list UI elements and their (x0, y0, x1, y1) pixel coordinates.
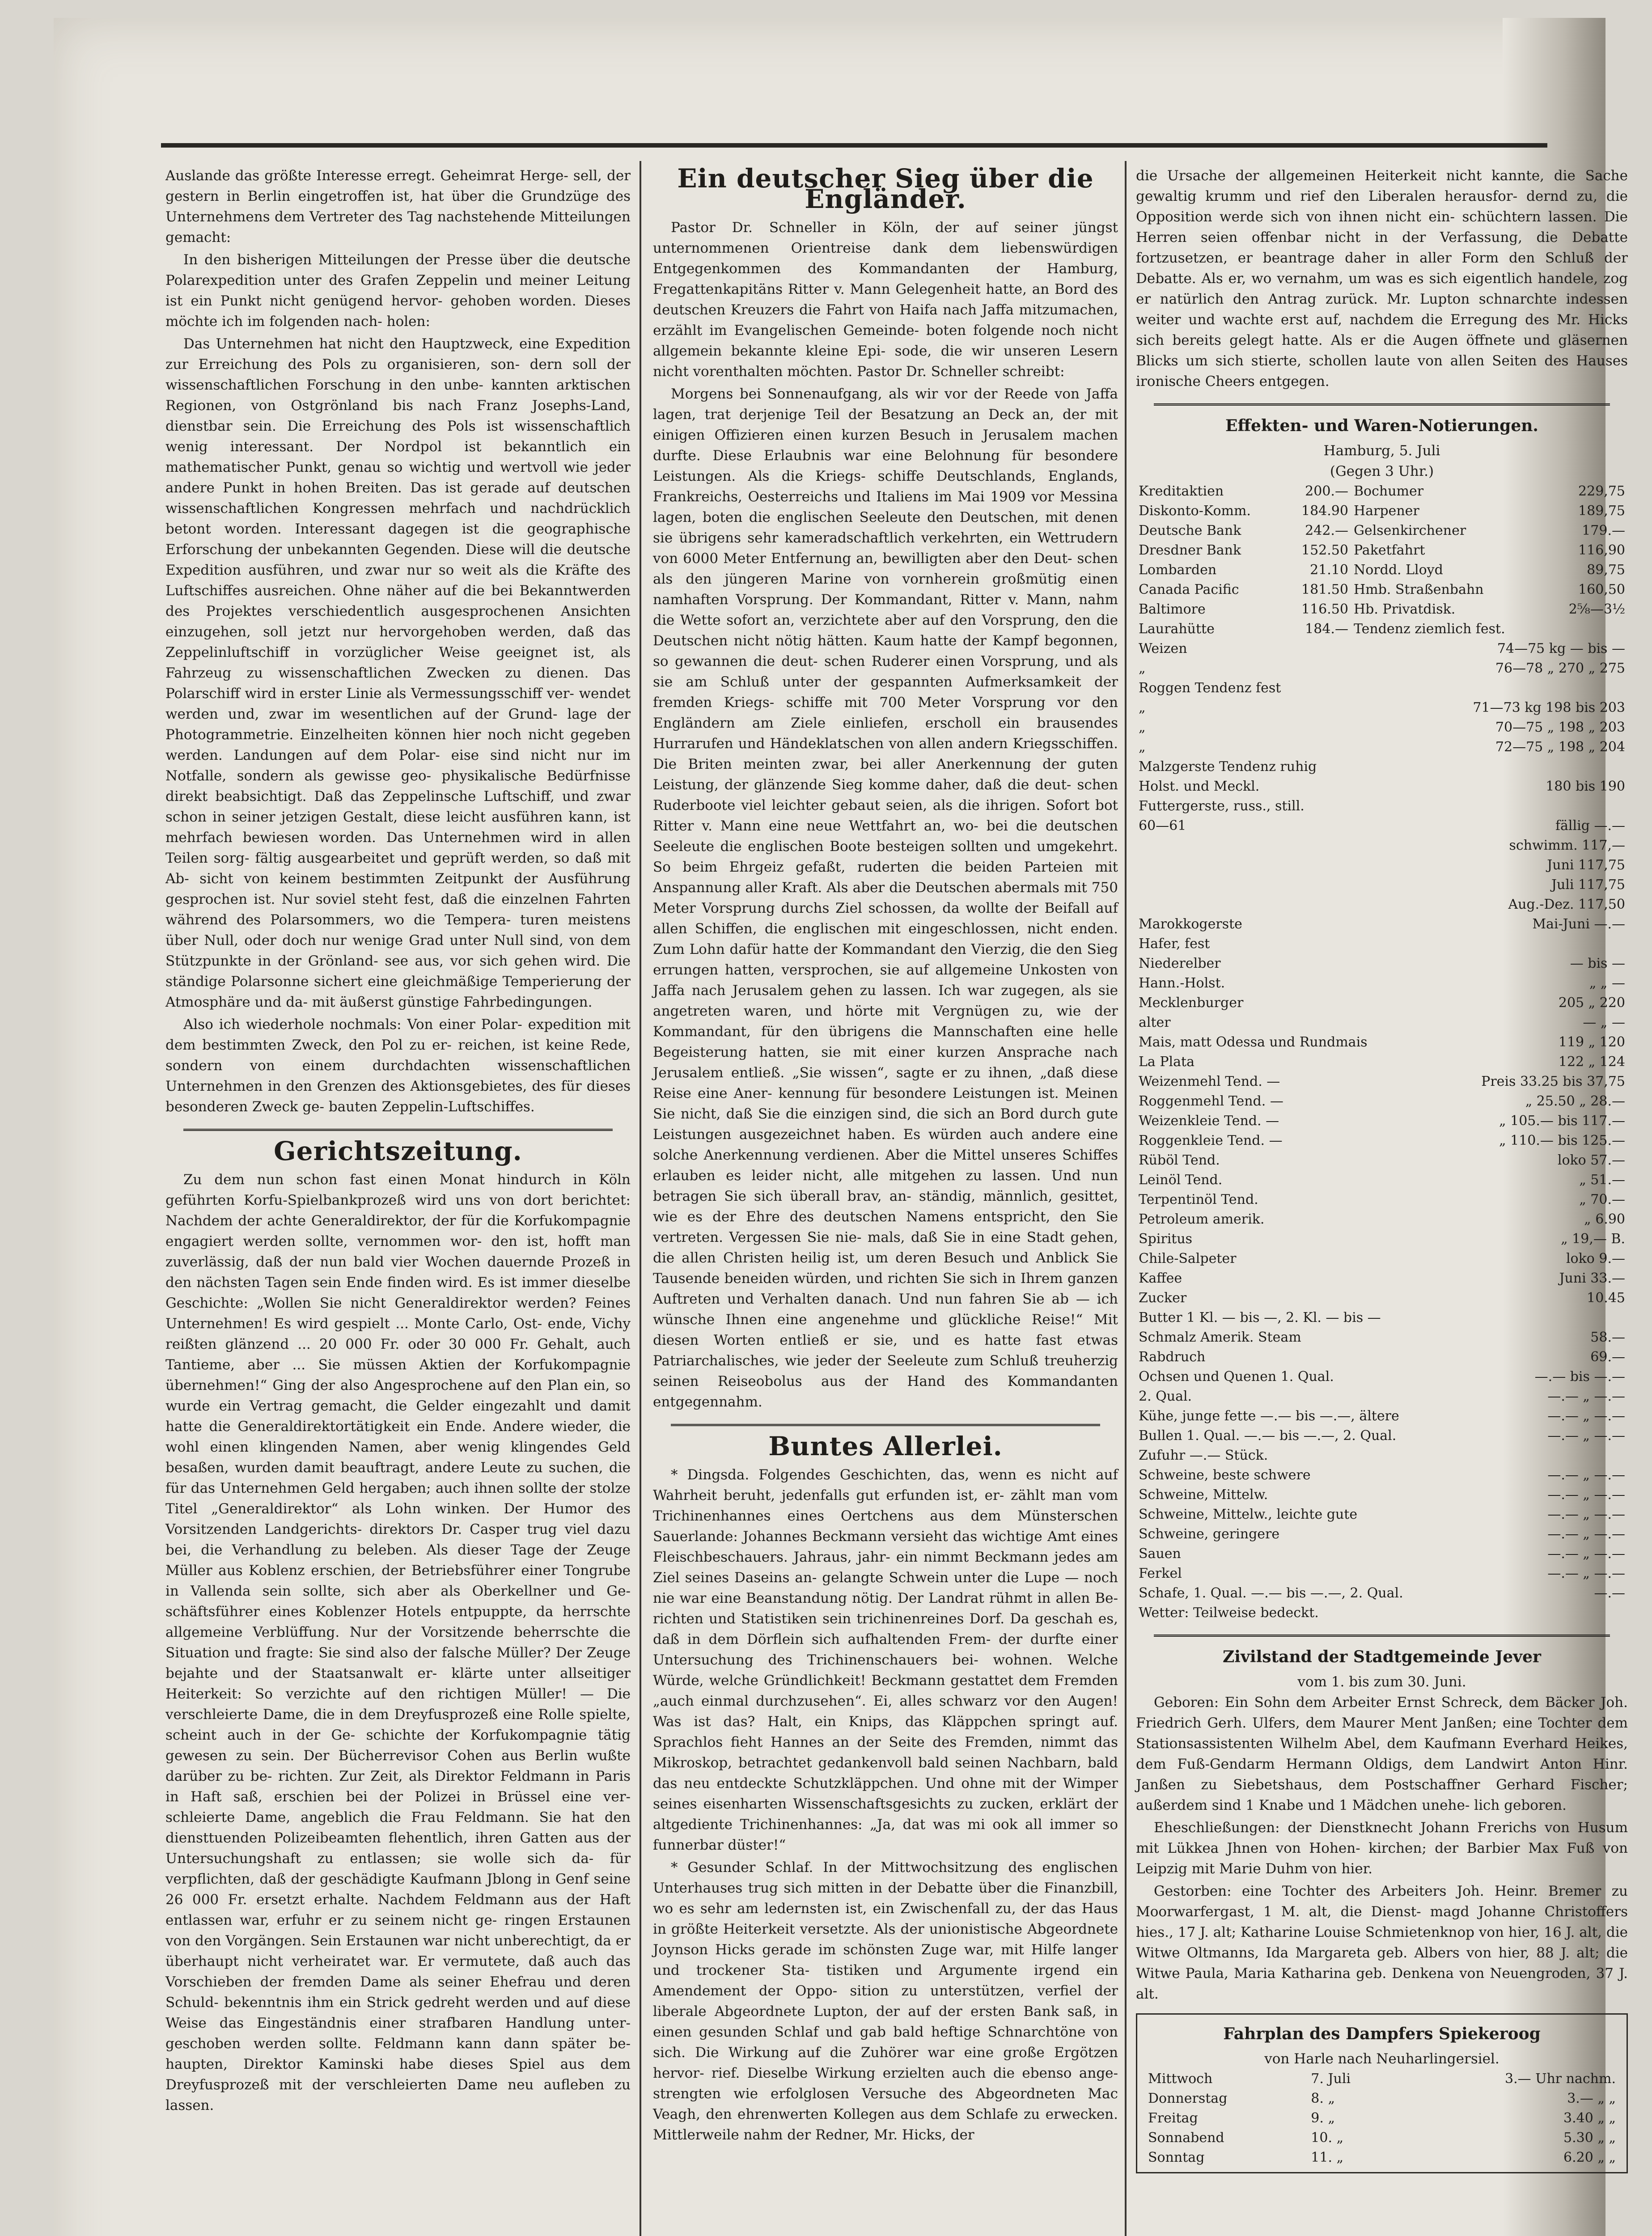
table-row (1136, 1170, 1628, 1190)
table-cell: Baltimore (1139, 601, 1206, 617)
table-cell: Rabdruch (1139, 1349, 1206, 1365)
table-row (1136, 1505, 1628, 1525)
table-row (1136, 541, 1628, 560)
table-cell: 189,75 (1578, 503, 1625, 519)
table-cell: Zufuhr —.— Stück. (1139, 1448, 1268, 1463)
table-cell (1446, 1603, 1628, 1623)
table-row (1136, 836, 1628, 855)
table-cell: Bochumer (1353, 483, 1424, 499)
table-row (1136, 1465, 1628, 1485)
section-title-gerichtszeitung: Gerichtszeitung. (274, 1136, 522, 1166)
table-cell: 3.— Uhr nachm. (1505, 2071, 1616, 2087)
table-row (1136, 1308, 1628, 1328)
effekten-time: (Gegen 3 Uhr.) (1330, 463, 1434, 479)
table-cell: —.— „ —.— (1547, 1507, 1625, 1522)
table-row (1136, 1328, 1628, 1347)
effekten-table (1136, 482, 1628, 639)
table-row (1136, 619, 1628, 639)
table-row (1136, 1072, 1628, 1092)
table-cell: Roggenmehl Tend. — (1139, 1093, 1283, 1109)
table-cell (1446, 796, 1628, 816)
table-cell: Schweine, Mittelw. (1139, 1487, 1268, 1503)
article-paragraph: Auslande das größte Interesse erregt. Geheimrat Herge- sell, der gestern in Berlin eingetroffen ist, hat über die Grundzüge des Unternehmens dem Vertreter des Tag nachstehende Mitteilungen gemacht: (165, 168, 631, 246)
table-cell: Juni 117,75 (1547, 857, 1625, 873)
table-cell (1446, 934, 1628, 954)
table-cell: „ 19,— B. (1561, 1231, 1625, 1247)
table-cell: 71—73 kg 198 bis 203 (1473, 700, 1625, 716)
table-cell: 184.90 (1301, 503, 1348, 519)
article-paragraph: * Dingsda. Folgendes Geschichten, das, wenn es nicht auf Wahrheit beruht, jedenfalls gut erfunden ist, er- zählt man vom Trichinenhannes eines Oertchens aus dem Münsterschen Sauerlande: Johannes Beckmann versieht das wichtige Amt eines Fleischbeschauers. Jahraus, jahr- ein nimmt Beckmann jedes am Ziel seines Daseins an- gelangte Schwein unter die Lupe — noch nie war eine Beanstandung nötig. Der Landrat rühmt in allen Be- richten und Statistiken sein trichinenreines Dorf. Da geschah es, daß in dem Dörflein sich aufhaltenden Frem- der durfte einer Untersuchung des Trichinenschauers bei- wohnen. Welche Würde, welche Gründlichkeit! Beckmann gestattet dem Fremden „auch einmal durchzusehen“. Ei, alles schwarz vor den Augen! Was ist das? Halt, ein Knips, das Kläppchen springt auf. Sprachlos fieht Hannes an der Seite des Fremden, nimmt das Mikroskop, betrachtet gedankenvoll bald seinen Nachbarn, bald das neu entdeckte Schutzkläppchen. Und ohne mit der Wimper seines eisenharten Wissenschaftsgesichts zu zucken, erklärt der altgediente Trichinenhannes: „Ja, dat was mi ook all immer so funnerbar düster!“ (653, 1467, 1118, 1853)
table-cell: Niederelber (1139, 956, 1221, 971)
table-cell: „ „ — (1589, 975, 1625, 991)
fahrplan-table (1145, 2069, 1618, 2168)
article-paragraph: Das Unternehmen hat nicht den Hauptzweck, eine Expedition zur Erreichung des Pols zu organisieren, son- dern soll der wissenschaftlichen Forschung in den unbe- kannten arktischen Regionen, von Ostgrönland bis nach Franz Josephs-Land, dienstbar sein. Die Erreichung des Pols ist wissenschaftlich wenig interessant. Der Nordpol ist bekanntlich ein mathematischer Punkt, genau so wichtig und wertvoll wie jeder andere Punkt in hohen Breiten. Das ist gerade auf deutschen wissenschaftlichen Kongressen mehrfach und nachdrücklich betont worden. Interessant dagegen ist die geographische Erforschung der unbekannten Gegenden. Diese will die deutsche Expedition ausführen, und zwar nur so weit als die Kräfte des Luftschiffes ausreichen. Ohne näher auf die bei Bekanntwerden des Projektes verschiedentlich ausgesprochenen Ansichten einzugehen, soll jetzt nur hervorgehoben werden, daß das Zeppelinluftschiff in vorzüglicher Weise geeignet ist, als Fahrzeug zu wissenschaftlichen Zwecken zu dienen. Das Polarschiff wird in erster Linie als Vermessungsschiff ver- wendet werden und, zwar im wesentlichen auf der Grund- lage der Photogrammetrie. Einzelheiten können hier noch nicht gegeben werden. Landungen auf dem Polar- eise sind nicht nur im Notfalle, sondern als gewisse geo- physikalische Bedürfnisse direkt beabsichtigt. Daß das Zeppelinsche Luftschiff, und zwar schon in seiner jetzigen Gestalt, diese leicht ausführen kann, ist mehrfach bewiesen worden. Das Unternehmen wird in allen Teilen sorg- fältig ausgearbeitet und geprüft werden, so daß mit Ab- sicht von keinem bestimmten Zeitpunkt der Ausführung gesprochen ist. Nur soviel steht fest, daß die einzelnen Fahrten während des Polarsommers, wo die Tempera- turen meistens über Null, oder doch nur wenige Grad unter Null sind, von dem Stützpunkte in der Grönland- see aus, vor sich gehen wird. Die ständige Polarsonne sichert eine gleichmäßige Temperierung der Atmosphäre und da- mit äußerst günstige Fahrbedingungen. (165, 336, 631, 1010)
table-row (1136, 1367, 1628, 1387)
table-cell: 2. Qual. (1139, 1389, 1192, 1404)
table-row (1136, 1190, 1628, 1210)
table-cell: —.— „ —.— (1547, 1566, 1625, 1581)
table-row (1136, 639, 1628, 659)
table-cell (1136, 875, 1446, 895)
table-cell: loko 9.— (1566, 1251, 1625, 1266)
table-cell: 116.50 (1301, 601, 1348, 617)
table-cell: „ 110.— bis 125.— (1499, 1133, 1625, 1148)
fahrplan-box (1136, 2013, 1628, 2173)
table-cell: 160,50 (1578, 582, 1625, 597)
table-row (1136, 718, 1628, 737)
table-cell: Donnerstag (1148, 2091, 1228, 2106)
table-cell: —.— (1594, 1585, 1625, 1601)
table-cell: Gelsenkirchener (1353, 523, 1466, 538)
table-cell: 69.— (1590, 1349, 1625, 1365)
table-cell: Marokkogerste (1139, 916, 1242, 932)
table-row (1136, 501, 1628, 521)
table-cell: Leinöl Tend. (1139, 1172, 1223, 1188)
table-cell (1446, 1446, 1628, 1465)
table-cell: 70—75 „ 198 „ 203 (1495, 720, 1625, 735)
table-cell: Weizenmehl Tend. — (1139, 1074, 1280, 1089)
table-cell: Butter 1 Kl. — bis —, 2. Kl. — bis — (1139, 1310, 1381, 1326)
table-cell: Malzgerste Tendenz ruhig (1139, 759, 1317, 775)
table-row (1145, 2089, 1618, 2109)
table-row (1136, 855, 1628, 875)
table-cell (1446, 1308, 1628, 1328)
table-row (1136, 757, 1628, 777)
table-row (1136, 1564, 1628, 1584)
fahrplan-route: von Harle nach Neuharlingersiel. (1264, 2051, 1500, 2067)
table-cell: loko 57.— (1557, 1152, 1625, 1168)
table-cell: Sonnabend (1148, 2130, 1224, 2146)
table-row (1136, 1092, 1628, 1111)
table-cell: Rüböl Tend. (1139, 1152, 1220, 1168)
table-cell: Hb. Privatdisk. (1353, 601, 1456, 617)
table-cell: Diskonto-Komm. (1139, 503, 1251, 519)
table-row (1136, 600, 1628, 619)
table-cell: 179.— (1582, 523, 1625, 538)
table-row (1136, 678, 1628, 698)
table-cell: Chile-Salpeter (1139, 1251, 1237, 1266)
table-row (1136, 1052, 1628, 1072)
table-cell: 229,75 (1578, 483, 1625, 499)
table-cell: Weizenkleie Tend. — (1139, 1113, 1279, 1129)
table-cell (1446, 757, 1628, 777)
table-row (1136, 482, 1628, 501)
table-row (1136, 1013, 1628, 1033)
article-paragraph: die Ursache der allgemeinen Heiterkeit nicht kannte, die Sache gewaltig krumm und rief den Liberalen herausfor- dernd zu, die Opposition werde sich von ihnen nicht ein- schüchtern lassen. Die Herren seien offenbar nicht in der Verfassung, die Debatte fortzusetzen, er beantrage daher in aller Form den Schluß der Debatte. Als er, wo vernahm, um was es sich eigentlich handele, zog er natürlich den Antrag zurück. Mr. Lupton schnarchte indessen weiter und wachte erst auf, nachdem die Erregung des Mr. Hicks sich bereits gelegt hatte. Als er die Augen öffnete und gläsernen Blicks um sich stierte, schollen laute von allen Seiten des Hauses ironische Cheers entgegen. (1136, 168, 1628, 390)
table-row (1136, 816, 1628, 836)
table-row (1136, 737, 1628, 757)
table-row (1136, 1131, 1628, 1151)
table-cell: 122 „ 124 (1558, 1054, 1625, 1070)
table-cell: Schweine, geringere (1139, 1526, 1280, 1542)
table-cell: Tendenz ziemlich fest. (1353, 621, 1505, 637)
table-cell: Harpener (1353, 503, 1419, 519)
table-cell: 8. „ (1311, 2091, 1335, 2106)
table-row (1136, 1387, 1628, 1406)
section-divider (1154, 1635, 1610, 1637)
table-cell: Zucker (1139, 1290, 1187, 1306)
table-row (1136, 659, 1628, 678)
table-cell: Sauen (1139, 1546, 1181, 1562)
table-cell: 3.— „ „ (1567, 2091, 1616, 2106)
table-cell: „ 25.50 „ 28.— (1525, 1093, 1625, 1109)
table-cell: Hann.-Holst. (1139, 975, 1225, 991)
table-cell: Paketfahrt (1353, 542, 1425, 558)
table-cell: Mai-Juni —.— (1532, 916, 1625, 932)
table-cell: —.— bis —.— (1534, 1369, 1625, 1385)
table-cell: 181.50 (1301, 582, 1348, 597)
table-cell: Preis 33.25 bis 37,75 (1481, 1074, 1625, 1089)
table-cell: Freitag (1148, 2110, 1198, 2126)
table-cell (1136, 855, 1446, 875)
waren-table (1136, 639, 1628, 1623)
table-cell: Futtergerste, russ., still. (1139, 798, 1305, 814)
table-cell: „ 6.90 (1584, 1211, 1625, 1227)
section-title-deutscher-sieg: Ein deutscher Sieg über die Engländer. (677, 163, 1094, 214)
table-row (1136, 875, 1628, 895)
table-row (1136, 1229, 1628, 1249)
table-cell: Schweine, beste schwere (1139, 1467, 1311, 1483)
table-row (1145, 2148, 1618, 2168)
table-row (1136, 777, 1628, 796)
table-cell: Sonntag (1148, 2150, 1205, 2165)
table-cell: Kreditaktien (1139, 483, 1224, 499)
article-paragraph: * Gesunder Schlaf. In der Mittwochsitzung des englischen Unterhauses trug sich mitten in der Debatte über die Finanzbill, wo es sehr am ledernsten ist, ein Zwischenfall zu, der das Haus in größte Heiterkeit versetzte. Als der unionistische Abgeordnete Joynson Hicks gerade im schönsten Zuge war, mit Hilfe langer und trockener Sta- tistiken und Argumente irgend ein Amendement der Oppo- sition zu unterstützen, verfiel der liberale Abgeordnete Lupton, der auf der ersten Bank saß, in einen gesunden Schlaf und gab bald heftige Schnarchtöne von sich. Die Wirkung auf die Zuhörer war eine große Ergötzen hervor- rief. Dieselbe Wirkung erzielten auch die ebenso ange- strengten wie erfolglosen Versuche des Abgeordneten Mac Veagh, den ehrenwerten Kollegen aus dem Schlafe zu erwecken. Mittlerweile nahm der Redner, Mr. Hicks, der (653, 1859, 1118, 2143)
table-cell: Bullen 1. Qual. —.— bis —.—, 2. Qual. (1139, 1428, 1397, 1444)
zivilstand-period: vom 1. bis zum 30. Juni. (1297, 1674, 1466, 1690)
table-cell: 76—78 „ 270 „ 275 (1495, 661, 1625, 676)
column-1 (165, 165, 631, 2117)
column-rule-2 (1125, 161, 1127, 2236)
table-cell: 10. „ (1311, 2130, 1344, 2146)
section-divider (1154, 403, 1610, 406)
table-cell: Holst. und Meckl. (1139, 779, 1260, 794)
table-cell: 72—75 „ 198 „ 204 (1495, 739, 1625, 755)
table-cell: 60—61 (1139, 818, 1186, 834)
table-row (1136, 954, 1628, 974)
table-cell: „ 105.— bis 117.— (1499, 1113, 1625, 1129)
table-row (1136, 993, 1628, 1013)
table-row (1136, 1406, 1628, 1426)
table-cell: 200.— (1305, 483, 1348, 499)
table-cell: Mittwoch (1148, 2071, 1213, 2087)
fahrplan-title: Fahrplan des Dampfers Spiekeroog (1223, 2024, 1541, 2043)
article-paragraph: Pastor Dr. Schneller in Köln, der auf seiner jüngst unternommenen Orientreise dank dem liebenswürdigen Entgegenkommen des Kommandanten der Hamburg, Fregattenkapitäns Ritter v. Mann Gelegenheit hatte, an Bord des deutschen Kreuzers die Fahrt von Haifa nach Jaffa mitzumachen, erzählt im Evangelischen Gemeinde- boten folgende noch nicht allgemein bekannte kleine Epi- sode, die wir unseren Lesern nicht vorenthalten möchten. Pastor Dr. Schneller schreibt: (653, 220, 1118, 380)
section-title-zivilstand: Zivilstand der Stadtgemeinde Jever (1223, 1647, 1541, 1666)
table-cell: Juli 117,75 (1551, 877, 1625, 893)
table-row (1145, 2128, 1618, 2148)
table-cell: Aug.-Dez. 117,50 (1508, 897, 1625, 912)
table-cell: Nordd. Lloyd (1353, 562, 1443, 578)
table-cell: 2⁵⁄₈—3¹⁄₂ (1568, 601, 1625, 617)
table-cell: 5.30 „ „ (1563, 2130, 1616, 2146)
table-row (1136, 1111, 1628, 1131)
effekten-place: Hamburg, 5. Juli (1323, 443, 1440, 459)
table-cell: —.— „ —.— (1547, 1487, 1625, 1503)
newspaper-page (54, 18, 1628, 2236)
table-cell: 3.40 „ „ (1563, 2110, 1616, 2126)
header-rule (161, 143, 1547, 148)
table-cell: Dresdner Bank (1139, 542, 1241, 558)
table-row (1136, 1210, 1628, 1229)
table-cell: „ (1139, 700, 1146, 716)
table-row (1136, 915, 1628, 934)
table-cell: —.— „ —.— (1547, 1467, 1625, 1483)
table-row (1136, 1544, 1628, 1564)
table-cell: Laurahütte (1139, 621, 1215, 637)
table-cell: fällig —.— (1555, 818, 1625, 834)
table-row (1136, 1603, 1628, 1623)
table-row (1145, 2069, 1618, 2089)
table-row (1136, 1347, 1628, 1367)
table-row (1136, 698, 1628, 718)
table-cell: 58.— (1590, 1330, 1625, 1345)
table-cell: 74—75 kg — bis — (1497, 641, 1625, 656)
table-cell: Schweine, Mittelw., leichte gute (1139, 1507, 1358, 1522)
article-paragraph: Gestorben: eine Tochter des Arbeiters Joh. Heinr. Bremer zu Moorwarfergast, 1 M. alt, die Dienst- magd Johanne Christoffers hies., 17 J. alt; Katharine Louise Schmietenknop von hier, 16 J. alt, die Witwe Oltmanns, Ida Margareta geb. Albers von hier, 88 J. alt; die Witwe Paula, Maria Katharina geb. Denkena von Neuengroden, 37 J. alt. (1136, 1883, 1628, 2002)
table-row (1136, 796, 1628, 816)
table-cell: — bis — (1570, 956, 1625, 971)
section-divider (671, 1424, 1100, 1426)
table-row (1136, 1426, 1628, 1446)
table-row (1136, 1151, 1628, 1170)
table-cell: 6.20 „ „ (1563, 2150, 1616, 2165)
table-cell: 7. Juli (1311, 2071, 1351, 2087)
table-cell: Mecklenburger (1139, 995, 1244, 1011)
table-cell: 184.— (1305, 621, 1348, 637)
table-cell: „ (1139, 720, 1146, 735)
table-cell: „ 51.— (1579, 1172, 1625, 1188)
article-paragraph: Eheschließungen: der Dienstknecht Johann Frerichs von Husum mit Lükkea Jhnen von Hohen- kirchen; der Barbier Max Fuß von Leipzig mit Marie Duhm von hier. (1136, 1820, 1628, 1877)
table-cell: Wetter: Teilweise bedeckt. (1139, 1605, 1319, 1621)
table-cell: alter (1139, 1015, 1171, 1030)
table-cell (1136, 836, 1446, 855)
table-cell: —.— „ —.— (1547, 1408, 1625, 1424)
table-row (1136, 1269, 1628, 1288)
table-row (1136, 1446, 1628, 1465)
table-cell: Kühe, junge fette —.— bis —.—, ältere (1139, 1408, 1399, 1424)
table-cell: Spiritus (1139, 1231, 1193, 1247)
table-cell: 242.— (1305, 523, 1348, 538)
table-cell: —.— „ —.— (1547, 1389, 1625, 1404)
article-paragraph: Morgens bei Sonnenaufgang, als wir vor der Reede von Jaffa lagen, trat derjenige Teil der Besatzung an Deck an, der mit einigen Offizieren einen kurzen Besuch in Jerusalem machen durfte. Diese Erlaubnis war eine Belohnung für besondere Leistungen. Als die Kriegs- schiffe Deutschlands, Englands, Frankreichs, Oesterreichs und Italiens im Mai 1909 vor Messina lagen, boten die englischen Seeleute den Deutschen, mit denen sie übrigens sehr kameradschaftlich verkehrten, ein Wettrudern von 6000 Meter Entfernung an, bewilligten aber den Deut- schen als den jüngeren Marine von vornherein großmütig einen namhaften Vorsprung. Der Kommandant, Ritter v. Mann, nahm die Wette sofort an, verzichtete aber auf den Vorsprung, den die Deutschen nicht nötig hätten. Kaum hatte der Kampf begonnen, so gewannen die deut- schen Ruderer einen Vorsprung, und als sie am Schluß unter der gespannten Aufmerksamkeit der fremden Kriegs- schiffe mit 700 Meter Vorsprung vor den Engländern am Ziele einliefen, erscholl ein brausendes Hurrarufen und Händeklatschen von allen andern Kriegsschiffen. Die Briten meinten zwar, bei aller Anerkennung der guten Leistung, der glänzende Sieg komme daher, daß die deut- schen Ruderboote viel leichter gebaut seien, als die ihrigen. Sofort bot Ritter v. Mann eine neue Wettfahrt an, wo- bei die deutschen Seeleute die englischen Boote besteigen sollten und umgekehrt. So beim Ehrgeiz gefaßt, ruderten die beiden Parteien mit Anspannung aller Kraft. Als aber die Deutschen abermals mit 750 Meter Vorsprung durchs Ziel schossen, da wollte der Beifall auf allen Schiffen, die englischen mit eingeschlossen, nicht enden. Zum Lohn dafür hatte der Kommandant den Vierzig, die den Sieg errungen hatten, versprochen, sie auf allgemeine Unkosten von Jaffa nach Jerusalem gehen zu lassen. Ich war zugegen, als sie angetreten waren, und hörte mit Vergnügen zu, wie der Kommandant, für den übrigens die Mannschaften eine helle Begeisterung hatten, sie mit einer kurzen Ansprache nach Jerusalem entließ. „Sie wissen“, sagte er zu ihnen, „daß diese Reise eine Aner- kennung für besondere Leistungen ist. Meinen Sie nicht, daß Sie die einzigen sind, die sich an Bord durch gute Leistungen ausgezeichnet haben. Es würden auch andere eine solche Anerkennung verdienen. Aber die Mittel unseres Schiffes erlauben es leider nicht, alle mitgehen zu lassen. Und nun betragen Sie sich überall brav, an- ständig, männlich, gesittet, wie es der Ehre des deutschen Namens entspricht, den Sie vertreten. Vergessen Sie nie- mals, daß Sie in eine Stadt gehen, die allen Christen heilig ist, um deren Besuch und Anblick Sie Tausende beneiden würden, und richten Sie sich in Ihrem ganzen Auftreten und Verhalten danach. Und nun fahren Sie ab — ich wünsche Ihnen eine angenehme und glückliche Reise!“ Mit diesen Worten entließ er sie, und es hatte fast etwas Patriarchalisches, wie jeder der Seeleute zum Schluß treuherzig seinen Reiseobolus aus der Hand des Kommandanten entgegennahm. (653, 386, 1118, 1410)
table-cell: 10.45 (1587, 1290, 1625, 1306)
section-title-buntes-allerlei: Buntes Allerlei. (768, 1431, 1003, 1461)
table-cell (1446, 678, 1628, 698)
table-row (1145, 2109, 1618, 2128)
table-cell: Hafer, fest (1139, 936, 1210, 952)
table-cell: 119 „ 120 (1558, 1034, 1625, 1050)
table-row (1136, 895, 1628, 915)
table-cell: Juni 33.— (1559, 1270, 1625, 1286)
table-cell: schwimm. 117,— (1509, 838, 1625, 853)
table-cell: „ (1139, 661, 1146, 676)
table-cell: Roggen Tendenz fest (1139, 680, 1281, 696)
table-row (1136, 1288, 1628, 1308)
table-cell: Canada Pacific (1139, 582, 1239, 597)
table-cell: 116,90 (1578, 542, 1625, 558)
table-row (1136, 1485, 1628, 1505)
table-cell: Lombarden (1139, 562, 1217, 578)
table-cell: Ochsen und Quenen 1. Qual. (1139, 1369, 1334, 1385)
table-cell: 205 „ 220 (1558, 995, 1625, 1011)
table-cell (1136, 895, 1446, 915)
table-row (1136, 560, 1628, 580)
table-cell: La Plata (1139, 1054, 1195, 1070)
table-row (1136, 934, 1628, 954)
article-paragraph: Zu dem nun schon fast einen Monat hindurch in Köln geführten Korfu-Spielbankprozeß wird uns von dort berichtet: Nachdem der achte Generaldirektor, der für die Korfukompagnie engagiert werden sollte, vernommen wor- den ist, hofft man zuverlässig, daß der nun bald vier Wochen dauernde Prozeß in den nächsten Tagen sein Ende finden wird. Es ist immer dieselbe Geschichte: „Wollen Sie nicht Generaldirektor werden? Feines Unternehmen! Es wird gespielt ... Monte Carlo, Ost- ende, Vichy reißten glänzend ... 20 000 Fr. oder 30 000 Fr. Gehalt, auch Tantieme, aber ... Sie müssen Aktien der Korfukompagnie übernehmen!“ Ging der also Angesprochene auf den Plan ein, so wurde ein Vertrag gemacht, die Gelder eingezahlt und damit hatte die Generaldirektortätigkeit ein Ende. Andere wieder, die wohl einen klingenden Namen, aber wenig klingendes Geld besaßen, wurden damit beauftragt, andere Leute zu suchen, die für das Unternehmen Geld hergaben; auch ihnen sollte der stolze Titel „Generaldirektor“ als Lohn winken. Der Humor des Vorsitzenden Landgerichts- direktors Dr. Casper trug viel dazu bei, die Verhandlung zu beleben. Als dieser Tage der Zeuge Müller aus Koblenz erschien, der Betriebsführer einer Tongrube in Vallenda sein sollte, sich aber als Oberkellner und Ge- schäftsführer eines Koblenzer Hotels entpuppte, da herrschte allgemeine Verblüffung. Nur der Vorsitzende beherrschte die Situation und fragte: Sie sind also der falsche Müller? Der Zeuge bejahte und der Staatsanwalt er- klärte unter allseitiger Heiterkeit: So verzichte auf den richtigen Müller! — Die verschleierte Dame, die in dem Dreyfusprozeß eine Rolle spielte, scheint auch in der Ge- schichte der Korfukompagnie tätig gewesen zu sein. Der Bücherrevisor Cohen aus Berlin wußte darüber zu be- richten. Zur Zeit, als Direktor Feldmann in Paris in Haft saß, erschien bei der Polizei in Brüssel eine ver- schleierte Dame, angeblich die Frau Feldmann. Sie hat den diensttuenden Polizeibeamten flehentlich, ihren Gatten aus der Untersuchungshaft zu entlassen; sie wolle sich da- für verpflichten, daß der geschädigte Kaufmann Jblong in Genf seine 26 000 Fr. ersetzt erhalte. Nachdem Feldmann aus der Haft entlassen war, erfuhr er zu seinem nicht ge- ringen Erstaunen von den Vorgängen. Sein Erstaunen war nicht unberechtigt, da er überhaupt nicht verheiratet war. Er vermutete, daß auch das Vorschieben der fremden Dame als seiner Ehefrau und deren Schuld- bekenntnis ihm ein Strick gedreht werden und auf diese Weise das Eingeständnis einer strafbaren Handlung unter- geschoben werden sollte. Feldmann kann dann später be- haupten, Direktor Kaminski habe dieses Spiel aus dem Dreyfusprozeß mit der verschleierten Dame neu aufleben zu lassen. (165, 1172, 631, 2113)
table-row (1136, 521, 1628, 541)
table-cell: 11. „ (1311, 2150, 1344, 2165)
table-cell: 21.10 (1310, 562, 1348, 578)
table-cell: —.— „ —.— (1547, 1428, 1625, 1444)
section-title-effekten: Effekten- und Waren-Notierungen. (1225, 416, 1538, 435)
column-2 (653, 165, 1118, 2147)
table-cell: Ferkel (1139, 1566, 1182, 1581)
table-cell: Roggenkleie Tend. — (1139, 1133, 1283, 1148)
table-cell: 9. „ (1311, 2110, 1335, 2126)
table-cell: Schafe, 1. Qual. —.— bis —.—, 2. Qual. (1139, 1585, 1403, 1601)
table-cell (1550, 619, 1628, 639)
table-cell: Weizen (1139, 641, 1187, 656)
table-cell: 89,75 (1587, 562, 1625, 578)
table-cell: 152.50 (1301, 542, 1348, 558)
table-cell: Mais, matt Odessa und Rundmais (1139, 1034, 1368, 1050)
table-cell: „ 70.— (1579, 1192, 1625, 1207)
table-row (1136, 1249, 1628, 1269)
article-paragraph: In den bisherigen Mitteilungen der Presse über die deutsche Polarexpedition unter des Grafen Zeppelin und meiner Leitung ist ein Punkt nicht genügend hervor- gehoben worden. Dieses möchte ich im folgenden nach- holen: (165, 252, 631, 330)
table-row (1136, 974, 1628, 993)
table-row (1136, 580, 1628, 600)
section-divider (183, 1129, 613, 1131)
article-paragraph: Also ich wiederhole nochmals: Von einer Polar- expedition mit dem bestimmten Zweck, den Pol zu er- reichen, ist keine Rede, sondern von einem durchdachten wissenschaftlichen Unternehmen in den Grenzen des Aktionsgebietes, des für dieses besonderen Zweck ge- bauten Zeppelin-Luftschiffes. (165, 1016, 631, 1115)
table-cell: — „ — (1583, 1015, 1625, 1030)
table-cell: „ (1139, 739, 1146, 755)
table-row (1136, 1584, 1628, 1603)
table-cell: Hmb. Straßenbahn (1353, 582, 1484, 597)
table-cell: 180 bis 190 (1546, 779, 1625, 794)
column-3 (1136, 165, 1628, 2173)
table-cell: Schmalz Amerik. Steam (1139, 1330, 1301, 1345)
table-cell: —.— „ —.— (1547, 1546, 1625, 1562)
table-cell: Terpentinöl Tend. (1139, 1192, 1258, 1207)
table-row (1136, 1525, 1628, 1544)
article-paragraph: Geboren: Ein Sohn dem Arbeiter Ernst Schreck, dem Bäcker Joh. Friedrich Gerh. Ulfers, dem Maurer Ment Janßen; eine Tochter dem Stationsassistenten Wilhelm Abel, dem Kaufmann Everhard Heikes, dem Fuß-Gendarm Hermann Oldigs, dem Landwirt Anton Hinr. Janßen zu Siebetshaus, dem Postschaffner Gerhard Fischer; außerdem sind 1 Knabe und 1 Mädchen unehe- lich geboren. (1136, 1694, 1628, 1813)
table-row (1136, 1033, 1628, 1052)
column-rule-1 (640, 161, 641, 2236)
table-cell: —.— „ —.— (1547, 1526, 1625, 1542)
table-cell: Petroleum amerik. (1139, 1211, 1265, 1227)
table-cell: Kaffee (1139, 1270, 1182, 1286)
table-cell: Deutsche Bank (1139, 523, 1241, 538)
